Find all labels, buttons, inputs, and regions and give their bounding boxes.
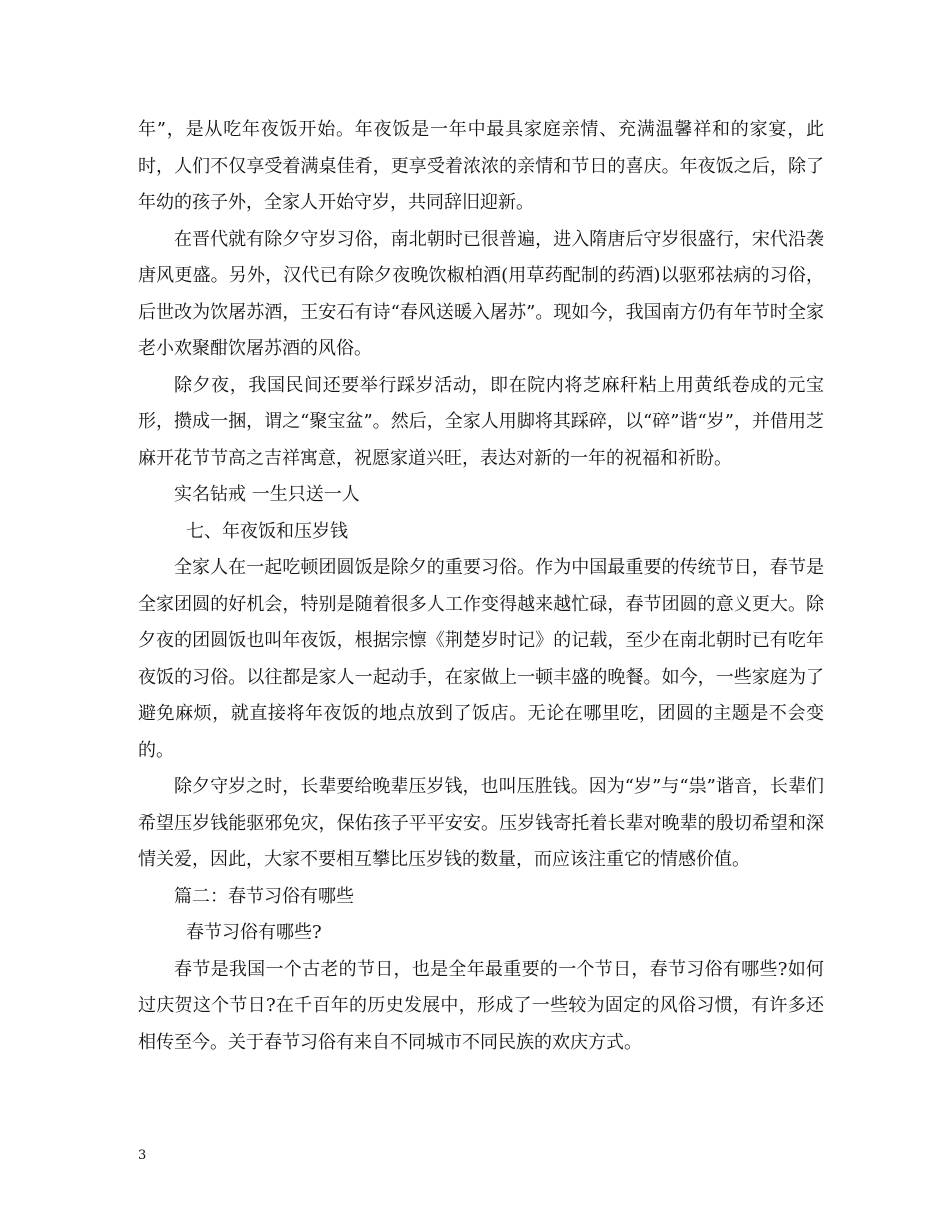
- paragraph-new-year-dinner-intro: 年”，是从吃年夜饭开始。年夜饭是一年中最具家庭亲情、充满温馨祥和的家宴，此时，人们不仅享受着满桌佳肴，更享受着浓浓的亲情和节日的喜庆。年夜饭之后，除了年幼的孩子外，全家人开始守岁，共同辞旧迎新。: [138, 119, 824, 213]
- paragraph-shousui-history: 在晋代就有除夕守岁习俗，南北朝时已很普遍，进入隋唐后守岁很盛行，宋代沿袭唐风更盛。另外，汉代已有除夕夜晚饮椒柏酒(用草药配制的药酒)以驱邪祛病的习俗，后世改为饮屠苏酒，王安石有诗“春风送暖入屠苏”。现如今，我国南方仍有年节时全家老小欢聚酣饮屠苏酒的风俗。: [138, 228, 824, 359]
- subheading-customs: 春节习俗有哪些?: [186, 922, 322, 943]
- paragraph-spring-festival-customs: 春节是我国一个古老的节日，也是全年最重要的一个节日，春节习俗有哪些?如何过庆贺这个节日?在千百年的历史发展中，形成了一些较为固定的风俗习惯，有许多还相传至今。关于春节习俗有来自不同城市不同民族的欢庆方式。: [138, 958, 824, 1053]
- section-heading-seven: 七、年夜饭和压岁钱: [186, 520, 348, 542]
- paragraph-reunion-dinner: 全家人在一起吃顿团圆饭是除夕的重要习俗。作为中国最重要的传统节日，春节是全家团圆的好机会，特别是随着很多人工作变得越来越忙碌，春节团圆的意义更大。除夕夜的团圆饭也叫年夜饭，根据宗懔《荆楚岁时记》的记载，至少在南北朝时已有吃年夜饭的习俗。以往都是家人一起动手，在家做上一顿丰盛的晚餐。如今，一些家庭为了避免麻烦，就直接将年夜饭的地点放到了饭店。无论在哪里吃，团圆的主题是不会变的。: [138, 557, 824, 761]
- paragraph-lucky-money: 除夕守岁之时，长辈要给晚辈压岁钱，也叫压胜钱。因为“岁”与“祟”谐音，长辈们希望压岁钱能驱邪免灾，保佑孩子平平安安。压岁钱寄托着长辈对晚辈的殷切希望和深情关爱，因此，大家不要相互攀比压岁钱的数量，而应该注重它的情感价值。: [138, 776, 824, 870]
- document-body: [138, 112, 824, 1061]
- section-heading-part-two: 篇二：春节习俗有哪些: [174, 885, 354, 907]
- paragraph-caisui: 除夕夜，我国民间还要举行踩岁活动，即在院内将芝麻秆粘上用黄纸卷成的元宝形，攒成一捆，谓之“聚宝盆”。然后，全家人用脚将其踩碎，以“碎”谐“岁”，并借用芝麻开花节节高之吉祥寓意，祝愿家道兴旺，表达对新的一年的祝福和祈盼。: [138, 374, 824, 469]
- ad-line: 实名钻戒 一生只送一人: [174, 484, 360, 505]
- page-number: 3: [138, 1148, 147, 1163]
